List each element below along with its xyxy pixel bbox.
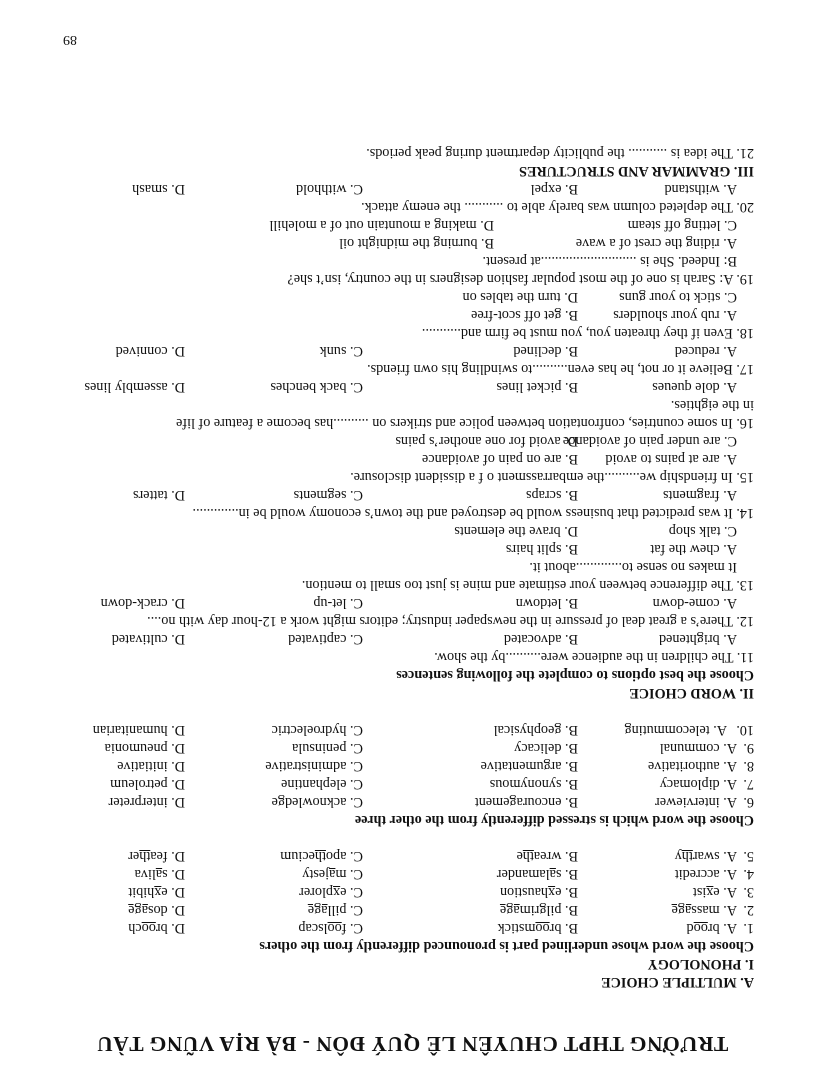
question-20: 20. The depleted column was barely able to ........... the enemy attack. xyxy=(361,199,754,215)
options-15-row-1: A. are at pains to avoid B. are on pain of avoidance xyxy=(421,451,737,467)
section-word-choice: II. WORD CHOICE xyxy=(629,685,754,701)
question-16: 16. In some countries, confrontation between police and strikers on ..........has become a feature of life xyxy=(176,415,754,431)
section-phonology: I. PHONOLOGY xyxy=(647,956,754,972)
stress-row-9: 9. A. communal B. delicacy C. peninsula D. pneumonia xyxy=(104,740,754,756)
options-17: A. reduced B. declined C. sunk D. connived xyxy=(115,343,737,359)
option-b: B. wreathe xyxy=(516,848,578,864)
question-14: 14. It was predicted that business would be destroyed and the town’s economy would be in............. xyxy=(192,505,754,521)
pron-row-4: 4. A. accredit B. salamander C. majesty D. saliva xyxy=(134,866,754,882)
stress-row-10: 10. A. telecommuting B. geophysical C. hydroelectric D. humanitarian xyxy=(92,722,754,738)
section-multiple-choice: A. MULTIPLE CHOICE xyxy=(601,974,754,990)
options-16: A. dole queues B. picket lines C. back benches D. assembly lines xyxy=(84,379,737,395)
stress-row-7: 7. A. diplomacy B. synonymous C. elephantine D. petroleum xyxy=(110,776,754,792)
options-19-row-2: C. letting off steam D. making a mountain out of a molehill xyxy=(269,217,737,233)
question-18: 18. Even if they threaten you, you must be firm and........... xyxy=(421,325,754,341)
option-c: C. explorer xyxy=(299,884,363,900)
stress-row-8: 8. A. authoritative B. argumentative C. administrative D. initiative xyxy=(117,758,754,774)
school-title: TRƯỜNG THPT CHUYÊN LÊ QUÝ ĐÔN - BÀ RỊA VŨNG TÀU xyxy=(96,1032,729,1056)
option-a: A. swarthy xyxy=(674,848,737,864)
options-12: A. come-down B. letdown C. let-up D. crack-down xyxy=(100,595,737,611)
question-19-cont: B: Indeed. She is ...........................at present. xyxy=(482,253,737,269)
question-19: 19. A: Sarah is one of the most popular fashion designers in the country, isn’t she? xyxy=(287,271,754,287)
question-12: 12. There’s a great deal of pressure in the newspaper industry; editors might work a 12-hour day with no.... xyxy=(147,613,754,629)
option-a: A. exist xyxy=(692,884,737,900)
option-c: C. apothecium xyxy=(280,848,363,864)
option-a: A. brood xyxy=(686,920,737,936)
pron-row-1: 1. A. brood B. broomstick C. foolscap D. brooch xyxy=(128,920,754,936)
option-c: C. pillage xyxy=(307,902,363,918)
question-17: 17. Believe it or not, he has even..........to swindling his own friends. xyxy=(367,361,754,377)
page-number: 89 xyxy=(63,32,77,47)
option-b: B. salamander xyxy=(496,866,578,882)
option-d: D. dosage xyxy=(128,902,185,918)
options-15-row-2: C. are under pain of avoidance D. avoid for one another’s pains xyxy=(395,433,737,449)
option-d: D. saliva xyxy=(134,866,185,882)
option-d: D. exhibit xyxy=(128,884,185,900)
pron-row-5: 5. A. swarthy B. wreathe C. apothecium D. feather xyxy=(128,848,754,864)
question-15: 15. In friendship we..........the embarrassment o f a dissident disclosure. xyxy=(350,469,754,485)
options-13-row-1: A. chew the fat B. split hairs xyxy=(505,541,737,557)
option-d: D. brooch xyxy=(128,920,185,936)
section-grammar: III. GRAMMAR AND STRUCTURES xyxy=(519,163,754,179)
options-19-row-1: A. riding the crest of a wave B. burning the midnight oil xyxy=(339,235,737,251)
instruction-stress: Choose the word which is stressed differently from the other three xyxy=(354,812,754,828)
option-d: D. feather xyxy=(128,848,185,864)
question-11: 11. The children in the audience were..........by the show. xyxy=(434,649,754,665)
options-14: A. fragments B. scraps C. segments D. tatters xyxy=(132,487,737,503)
options-13-row-2: C. talk shop D. brave the elements xyxy=(454,523,737,539)
instruction-word-choice: Choose the best options to complete the following sentences xyxy=(396,667,754,683)
option-b: B. exhaustion xyxy=(499,884,578,900)
options-11: A. brightened B. advocated C. captivated D. cultivated xyxy=(111,631,737,647)
options-18-row-1: A. rub your shoulders B. get off scot-free xyxy=(471,307,737,323)
question-13: 13. The difference between your estimate and mine is just too small to mention. xyxy=(301,577,754,593)
question-21: 21. The idea is ........... the publicity department during peak periods. xyxy=(366,145,754,161)
option-a: A. massage xyxy=(671,902,737,918)
question-16-cont: in the eighties. xyxy=(670,397,754,413)
option-c: C. foolscap xyxy=(298,920,363,936)
options-20: A. withstand B. expel C. withhold D. smash xyxy=(132,181,737,197)
question-13-cont: It makes no sense to.............about it. xyxy=(529,559,737,575)
pron-row-3: 3. A. exist B. exhaustion C. explorer D. exhibit xyxy=(128,884,754,900)
option-a: A. accredit xyxy=(674,866,737,882)
options-18-row-2: C. stick to your guns D. turn the tables on xyxy=(462,289,737,305)
option-b: B. broomstick xyxy=(497,920,578,936)
instruction-pronunciation: Choose the word whose underlined part is pronounced differently from the others xyxy=(259,938,754,954)
option-c: C. majesty xyxy=(302,866,363,882)
option-b: B. pilgrimage xyxy=(499,902,578,918)
pron-row-2: 2. A. massage B. pilgrimage C. pillage D. dosage xyxy=(128,902,754,918)
stress-row-6: 6. A. interviewer B. encouragement C. acknowledge D. interpreter xyxy=(108,794,754,810)
